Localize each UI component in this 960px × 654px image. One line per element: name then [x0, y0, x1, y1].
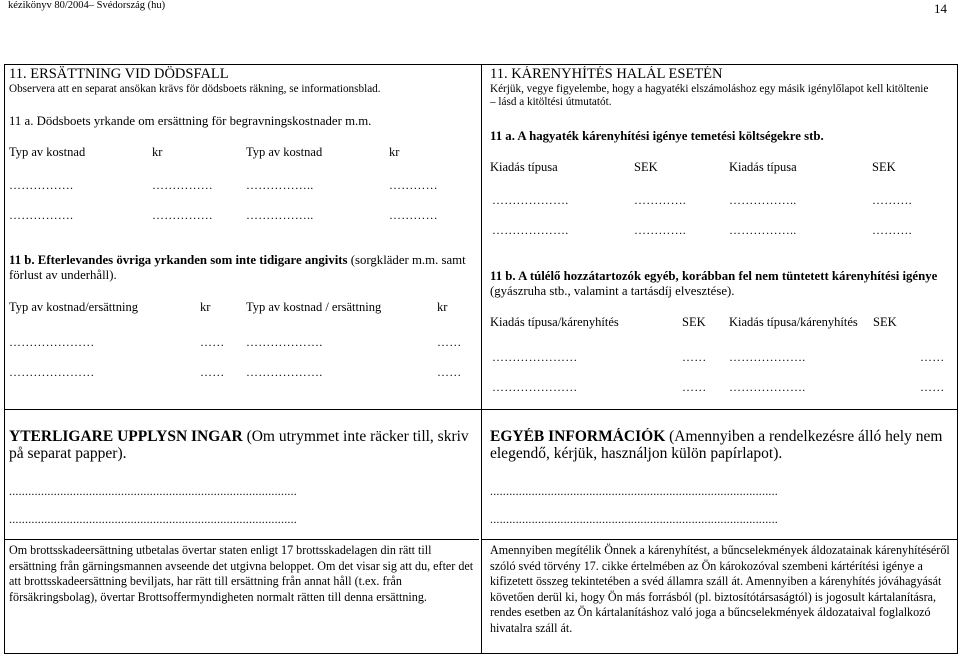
- right-extra-field-2[interactable]: ..........................................................................................: [490, 512, 778, 526]
- left-11b-field-5[interactable]: …………………: [9, 365, 95, 379]
- right-footer-note: Amennyiben megítélik Önnek a kárenyhítést, a bűncselekmények áldozatainak kárenyhítéséről szóló svéd törvény 17. cikke értelmében az Ön károkozóval szembeni kártérítési igénye a kifizetett összeg tekintetében a svéd államra száll át. Amennyiben a kárenyhítés jóváhagyását követően derül ki, hogy Ön más forrásból (pl. biztosítótársaságtól) is jogosult kártalanításra, rendes esetben az Ön kártalanításhoz való joga a bűncselekmények áldozataival foglalkozó hivatalra száll át.: [490, 543, 950, 635]
- right-11b-field-6[interactable]: ……: [682, 380, 707, 394]
- right-extra-info-heading: [490, 428, 950, 462]
- right-11b-field-8[interactable]: ……: [920, 380, 945, 394]
- left-11a-field-3[interactable]: ……………..: [246, 178, 314, 192]
- right-11a-field-5[interactable]: ……………….: [492, 223, 569, 237]
- left-intro-note: Observera att en separat ansökan krävs för dödsboets räkning, se informationsblad.: [9, 83, 381, 95]
- right-11a-field-1[interactable]: ……………….: [492, 193, 569, 207]
- right-section-title: 11. KÁRENYHÍTÉS HALÁL ESETÉN: [490, 66, 723, 82]
- right-11b-field-3[interactable]: ……………….: [729, 350, 806, 364]
- left-11a-field-7[interactable]: ……………..: [246, 208, 314, 222]
- right-11a-field-8[interactable]: ……….: [872, 223, 912, 237]
- right-11a-col-type-1: Kiadás típusa: [490, 160, 558, 174]
- right-11b-heading-rest: (gyászruha stb., valamint a tartásdíj elvesztése).: [490, 284, 735, 298]
- right-11a-field-4[interactable]: ……….: [872, 193, 912, 207]
- left-extra-info-bold: YTERLIGARE UPPLYSN INGAR: [9, 428, 243, 445]
- right-11b-col-sek-1: SEK: [682, 315, 706, 329]
- left-11b-heading-rest: (sorgkläder m.m. samt förlust av underhåll).: [9, 253, 466, 282]
- footer-divider-right: [482, 539, 957, 540]
- left-11b-heading: [9, 253, 477, 283]
- right-11b-field-5[interactable]: …………………: [492, 380, 578, 394]
- right-11a-col-type-2: Kiadás típusa: [729, 160, 797, 174]
- left-extra-info-rest: (Om utrymmet inte räcker till, skriv på separat papper).: [9, 428, 469, 462]
- right-11b-field-1[interactable]: …………………: [492, 350, 578, 364]
- right-11b-col-type-1: Kiadás típusa/kárenyhítés: [490, 315, 619, 329]
- column-divider: [481, 64, 482, 653]
- left-11a-col-type-2: Typ av kostnad: [246, 145, 323, 159]
- page-number: 14: [934, 1, 947, 16]
- left-extra-info-heading: [9, 428, 477, 462]
- left-11b-field-1[interactable]: …………………: [9, 335, 95, 349]
- left-11b-field-8[interactable]: ……: [437, 365, 462, 379]
- right-11a-heading: [490, 129, 824, 144]
- left-11b-col-kr-1: kr: [200, 300, 211, 314]
- right-11a-field-7[interactable]: ……………..: [729, 223, 797, 237]
- right-11b-field-4[interactable]: ……: [920, 350, 945, 364]
- left-11b-col-type-2: Typ av kostnad / ersättning: [246, 300, 382, 314]
- left-11a-col-kr-1: kr: [152, 145, 163, 159]
- left-11a-field-4[interactable]: …………: [389, 178, 438, 192]
- left-footer-note: Om brottsskadeersättning utbetalas övertar staten enligt 17 brottsskadelagen din rätt till ersättning från gärningsmannen avseende det utgivna beloppet. Om det visar sig att du, efter det att brottsskadeersättning beviljats, har rätt till ersättning från annat håll (t.ex. från försäkringsbolag), övertar Brottsoffermyndigheten normalt rätten till denna ersättning.: [9, 543, 474, 604]
- left-extra-field-1[interactable]: ..........................................................................................: [9, 484, 297, 498]
- right-11b-heading: [490, 269, 950, 299]
- left-11b-col-kr-2: kr: [437, 300, 448, 314]
- left-11a-col-kr-2: kr: [389, 145, 400, 159]
- left-11b-heading-bold: 11 b. Efterlevandes övriga yrkanden som inte tidigare angivits: [9, 253, 348, 267]
- left-11b-field-7[interactable]: ……………….: [246, 365, 323, 379]
- right-11b-col-sek-2: SEK: [873, 315, 897, 329]
- right-11a-col-sek-2: SEK: [872, 160, 896, 174]
- right-11b-field-2[interactable]: ……: [682, 350, 707, 364]
- left-11a-field-1[interactable]: …………….: [9, 178, 74, 192]
- extra-info-divider: [4, 409, 957, 410]
- right-11a-field-2[interactable]: ………….: [634, 193, 686, 207]
- left-11b-col-type-1: Typ av kostnad/ersättning: [9, 300, 138, 314]
- left-11b-field-2[interactable]: ……: [200, 335, 225, 349]
- right-intro-note: Kérjük, vegye figyelembe, hogy a hagyatéki elszámoláshoz egy másik igénylőlapot kell kitöltenie – lásd a kitöltési útmutatót.: [490, 83, 929, 108]
- left-extra-field-2[interactable]: ..........................................................................................: [9, 512, 297, 526]
- right-11b-col-type-2: Kiadás típusa/kárenyhítés: [729, 315, 858, 329]
- left-11b-field-4[interactable]: ……: [437, 335, 462, 349]
- left-11a-field-5[interactable]: …………….: [9, 208, 74, 222]
- right-11a-field-6[interactable]: ………….: [634, 223, 686, 237]
- right-extra-field-1[interactable]: ..........................................................................................: [490, 484, 778, 498]
- right-11a-heading-text: 11 a. A hagyaték kárenyhítési igénye temetési költségekre stb.: [490, 129, 824, 143]
- left-11a-field-6[interactable]: ……………: [152, 208, 213, 222]
- left-11b-field-3[interactable]: ……………….: [246, 335, 323, 349]
- left-section-title: 11. ERSÄTTNING VID DÖDSFALL: [9, 66, 229, 82]
- right-11a-field-3[interactable]: ……………..: [729, 193, 797, 207]
- document-header: kézikönyv 80/2004– Svédország (hu): [8, 0, 166, 11]
- left-11a-field-8[interactable]: …………: [389, 208, 438, 222]
- left-11a-heading: 11 a. Dödsboets yrkande om ersättning för begravningskostnader m.m.: [9, 114, 372, 128]
- right-extra-info-rest: (Amennyiben a rendelkezésre álló hely nem elegendő, kérjük, használjon külön papírlapot).: [490, 428, 943, 462]
- left-11a-col-type-1: Typ av kostnad: [9, 145, 86, 159]
- right-11b-heading-bold: 11 b. A túlélő hozzátartozók egyéb, korábban fel nem tüntetett kárenyhítési igénye: [490, 269, 938, 283]
- right-11b-field-7[interactable]: ……………….: [729, 380, 806, 394]
- left-11a-field-2[interactable]: ……………: [152, 178, 213, 192]
- right-extra-info-bold: EGYÉB INFORMÁCIÓK: [490, 428, 666, 445]
- footer-divider-left: [4, 539, 479, 540]
- right-11a-col-sek-1: SEK: [634, 160, 658, 174]
- left-11b-field-6[interactable]: ……: [200, 365, 225, 379]
